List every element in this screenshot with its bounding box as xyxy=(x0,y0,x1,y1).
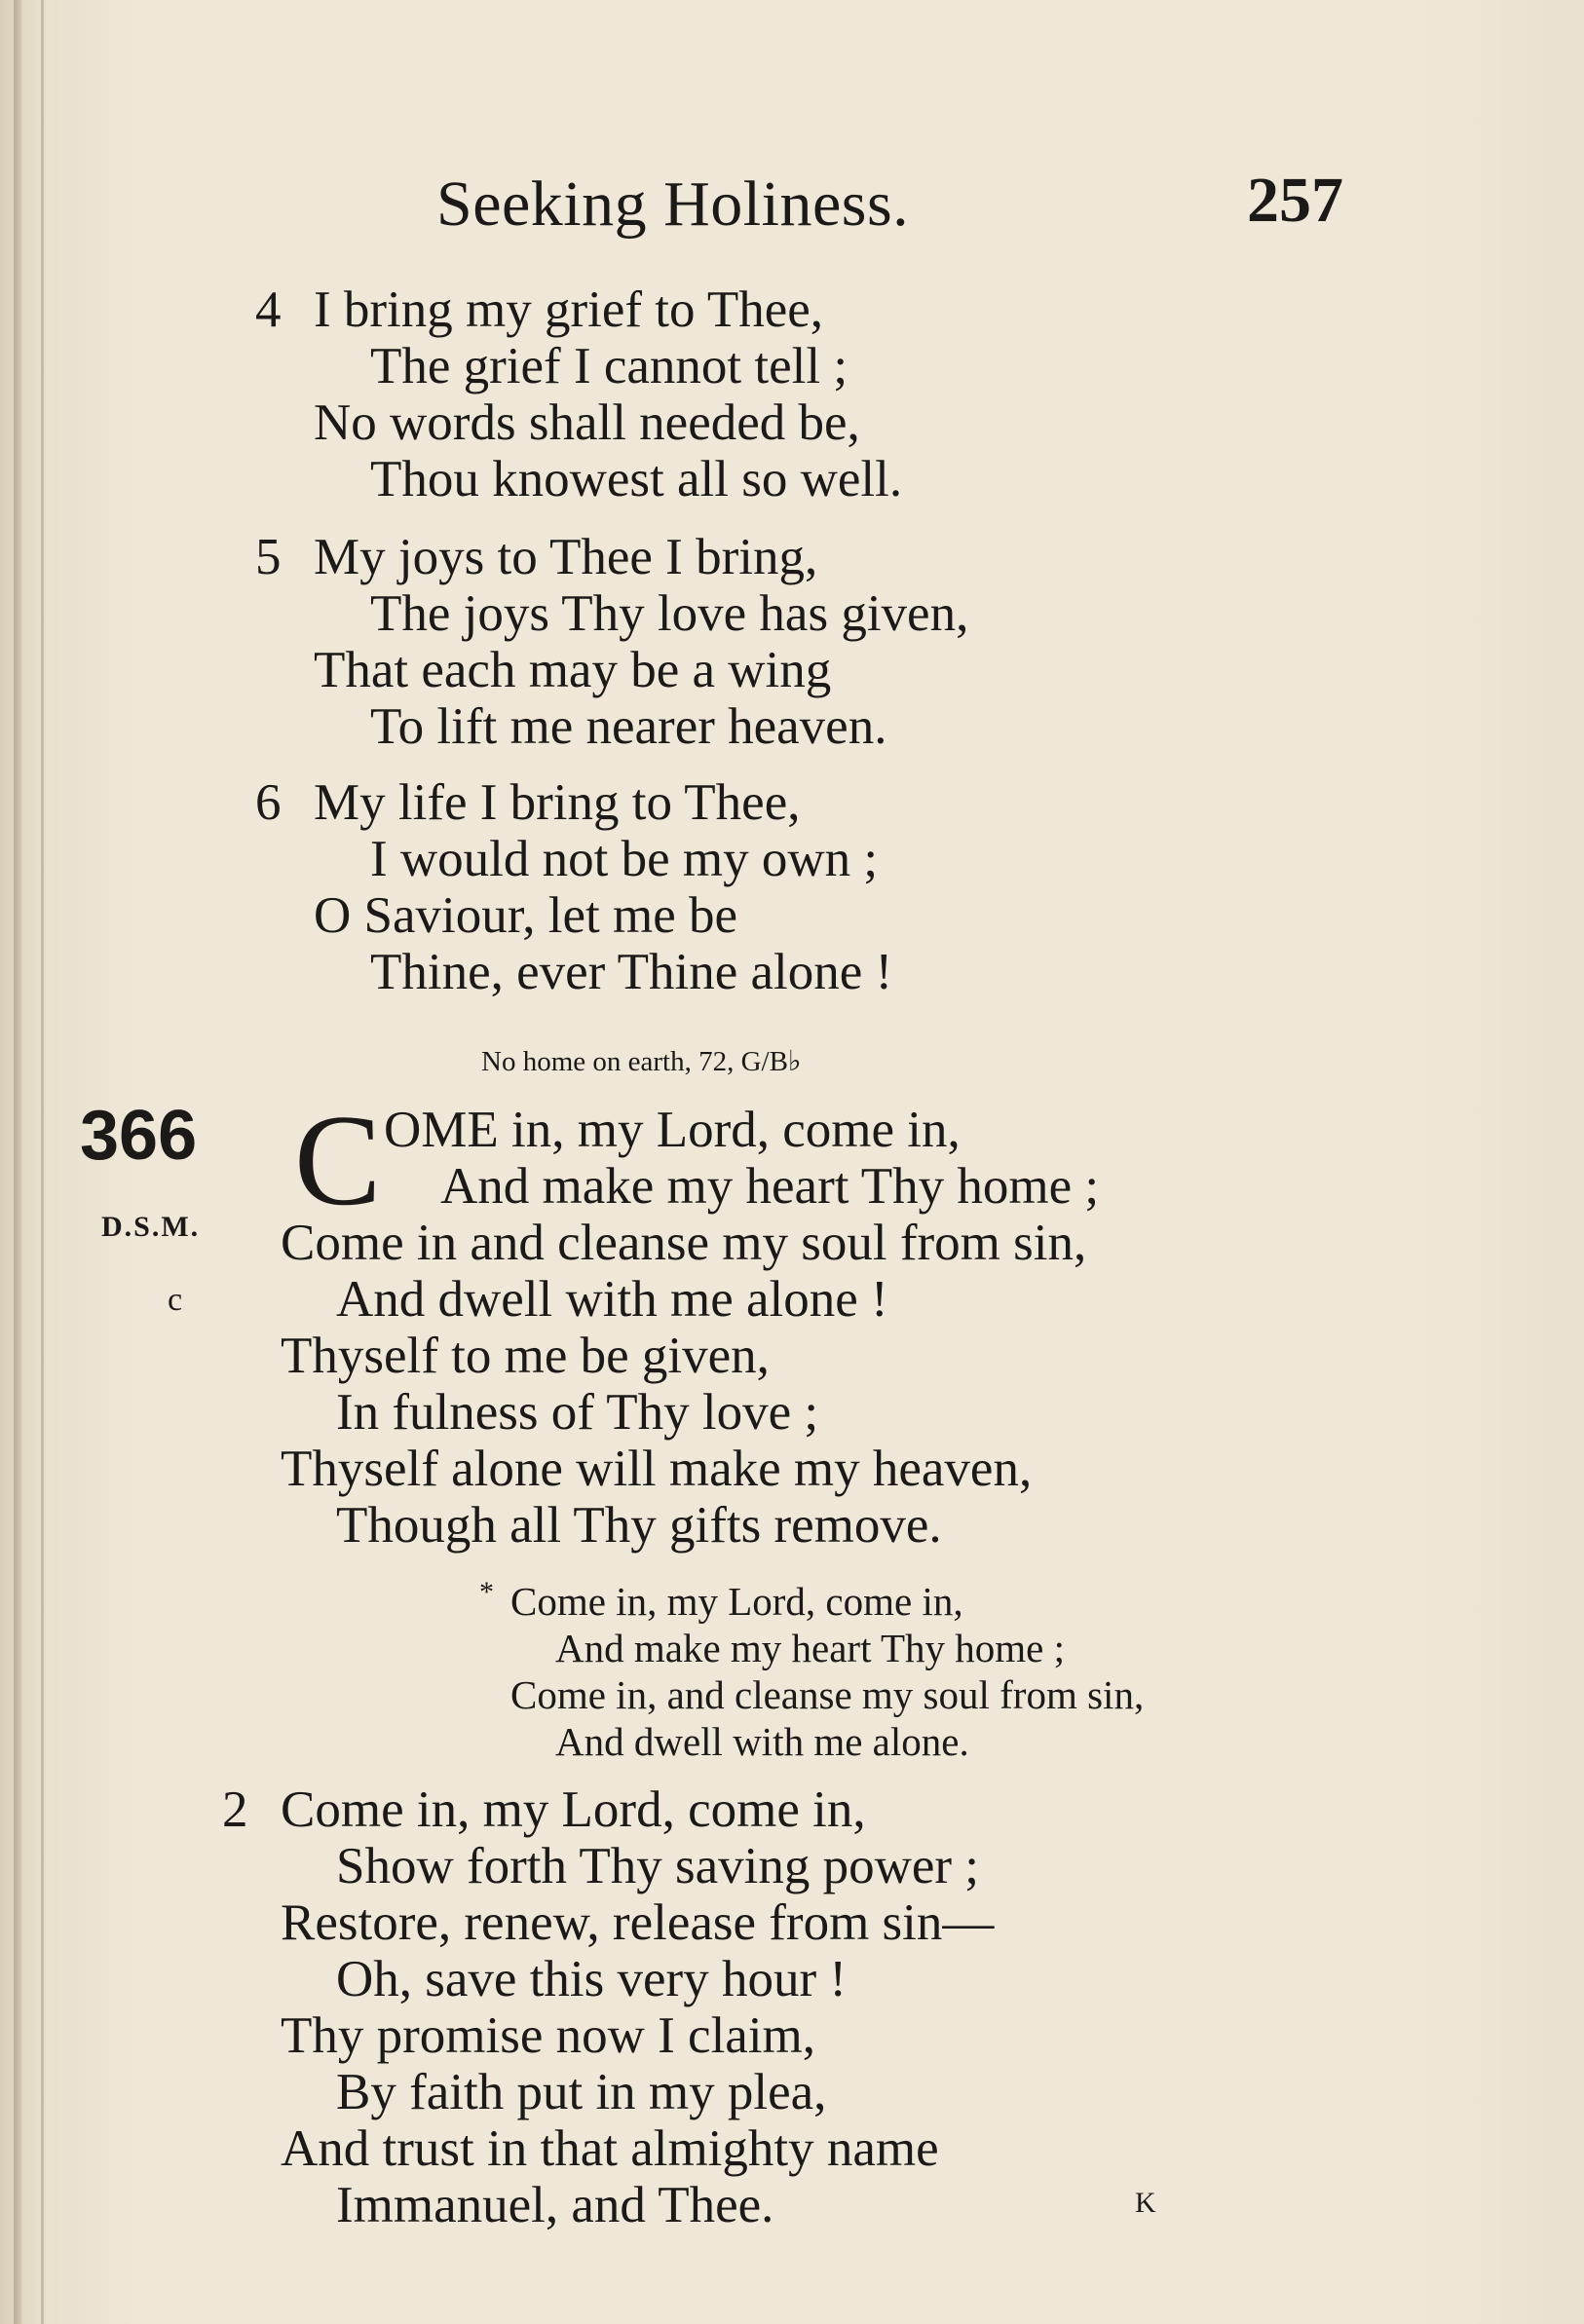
verse-line: That each may be a wing xyxy=(314,642,832,698)
verse-line: And dwell with me alone ! xyxy=(336,1271,888,1328)
verse-number: 6 xyxy=(255,774,282,831)
verse-number: 2 xyxy=(222,1781,248,1838)
verse-line: In fulness of Thy love ; xyxy=(336,1384,819,1441)
verse-line: Thyself to me be given, xyxy=(281,1328,770,1384)
verse-number: 4 xyxy=(255,281,282,338)
verse-line: Restore, renew, release from sin— xyxy=(281,1894,995,1951)
verse-line: I would not be my own ; xyxy=(370,831,879,887)
verse-line: The grief I cannot tell ; xyxy=(370,338,849,394)
verse-line: I bring my grief to Thee, xyxy=(314,281,823,338)
verse-line: To lift me nearer heaven. xyxy=(370,698,887,755)
verse-line: My joys to Thee I bring, xyxy=(314,529,818,585)
chorus-line: And make my heart Thy home ; xyxy=(555,1626,1066,1670)
verse-line: The joys Thy love has given, xyxy=(370,585,969,642)
running-title: Seeking Holiness. xyxy=(436,169,910,240)
chorus-line: Come in, and cleanse my soul from sin, xyxy=(510,1672,1145,1717)
verse-line: Come in, my Lord, come in, xyxy=(281,1781,866,1838)
verse-line: Oh, save this very hour ! xyxy=(336,1951,847,2007)
tune-reference: No home on earth, 72, G/B♭ xyxy=(481,1046,802,1077)
hymn-number: 366 xyxy=(80,1097,198,1175)
verse-line: And trust in that almighty name xyxy=(281,2120,939,2177)
chorus-line: And dwell with me alone. xyxy=(555,1719,969,1764)
verse-line: No words shall needed be, xyxy=(314,394,860,451)
chorus-line: Come in, my Lord, come in, xyxy=(510,1579,963,1624)
page-number: 257 xyxy=(1247,165,1343,236)
verse-line: And make my heart Thy home ; xyxy=(440,1158,1100,1215)
verse-line: My life I bring to Thee, xyxy=(314,774,801,831)
verse-line: O Saviour, let me be xyxy=(314,887,738,944)
verse-line: By faith put in my plea, xyxy=(336,2064,827,2120)
verse-line: Come in and cleanse my soul from sin, xyxy=(281,1215,1087,1271)
verse-line: Thine, ever Thine alone ! xyxy=(370,944,893,1000)
verse-line: Thyself alone will make my heaven, xyxy=(281,1441,1033,1497)
meter-label: D.S.M. xyxy=(101,1211,201,1243)
verse-line: Thy promise now I claim, xyxy=(281,2007,816,2064)
chorus-marker: * xyxy=(479,1576,494,1608)
verse-line: Thou knowest all so well. xyxy=(370,451,903,507)
page-fold-line xyxy=(41,0,44,2324)
verse-line: Immanuel, and Thee. xyxy=(336,2177,774,2233)
verse-line: OME in, my Lord, come in, xyxy=(384,1102,961,1158)
drop-cap: C xyxy=(294,1088,382,1232)
signature-mark: K xyxy=(1135,2187,1156,2219)
verse-line: Though all Thy gifts remove. xyxy=(336,1497,942,1554)
verse-line: Show forth Thy saving power ; xyxy=(336,1838,979,1894)
verse-number: 5 xyxy=(255,529,282,585)
page-spine-shadow xyxy=(14,0,21,2324)
key-letter: c xyxy=(168,1282,183,1318)
